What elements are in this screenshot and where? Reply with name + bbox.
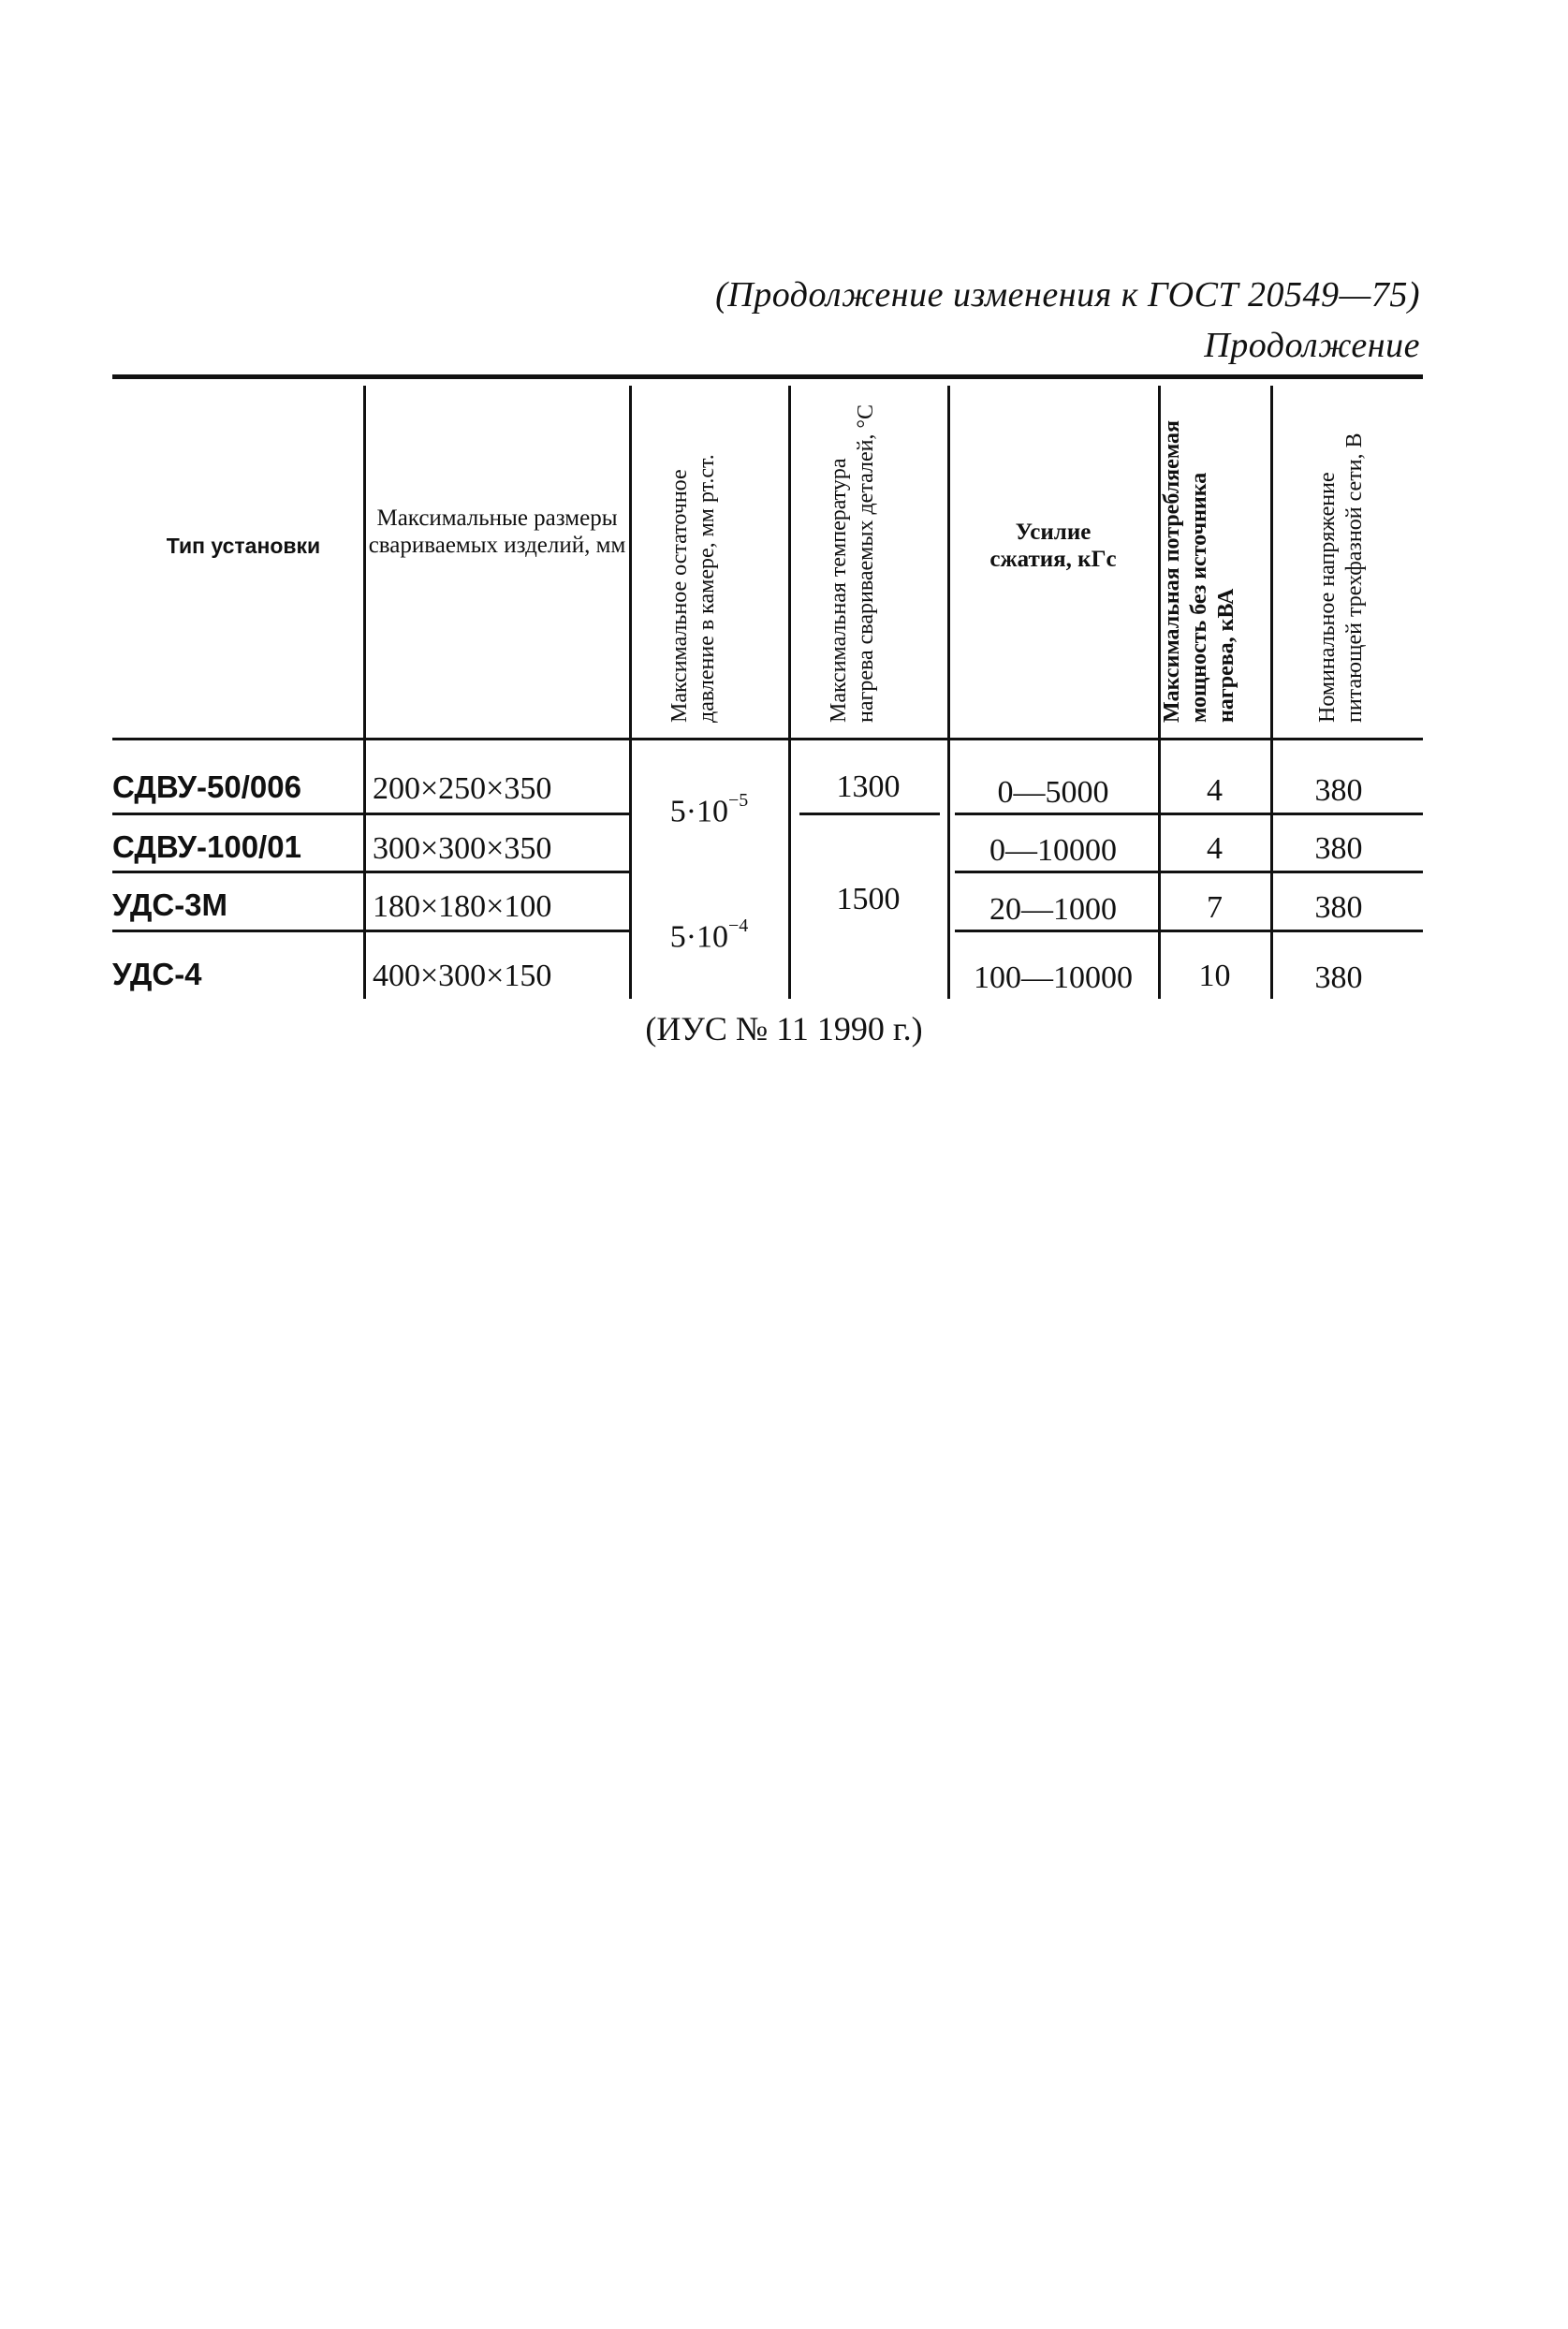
col-sep-2 (629, 386, 632, 999)
row-3-size: 180×180×100 (373, 889, 552, 924)
row-rule-3a (112, 930, 629, 932)
row-3-voltage: 380 (1314, 890, 1363, 925)
col-header-power: Максимальная потребляемая мощность без источника нагрева, кВА (1160, 420, 1238, 723)
row-3-type: УДС-3М (112, 887, 228, 922)
row-2-size: 300×300×350 (373, 831, 552, 866)
row-3-force: 20—1000 (989, 892, 1117, 927)
row-rule-1b (799, 813, 940, 815)
source-note: (ИУС № 11 1990 г.) (645, 1010, 923, 1047)
row-1-type: СДВУ-50/006 (112, 769, 301, 804)
row-4-force: 100—10000 (974, 960, 1133, 995)
row-4-power: 10 (1198, 959, 1231, 993)
pressure-2-base: 5·10 (669, 919, 729, 955)
continuation-label: Продолжение (1204, 326, 1420, 365)
row-3-power: 7 (1207, 890, 1223, 925)
row-rule-2b (955, 871, 1423, 873)
col-header-voltage: Номинальное напряжение питающей трехфазной сети, В (1315, 432, 1367, 723)
row-1-voltage: 380 (1314, 773, 1363, 808)
header-bottom-rule (112, 738, 1423, 740)
col-sep-1 (363, 386, 366, 999)
row-1-power: 4 (1207, 773, 1223, 808)
temperature-cell-2: 1500 (836, 882, 901, 916)
continuation-note: (Продолжение изменения к ГОСТ 20549—75) (715, 275, 1420, 315)
row-4-type: УДС-4 (112, 957, 202, 991)
pressure-cell-2 (632, 915, 786, 955)
row-1-size: 200×250×350 (373, 771, 552, 806)
col-header-force: Усилие сжатия, кГс (989, 520, 1117, 572)
row-1-force: 0—5000 (997, 775, 1109, 810)
pressure-cell-1 (632, 790, 786, 829)
row-rule-3b (955, 930, 1423, 932)
pressure-1-exponent: −5 (728, 790, 749, 811)
row-rule-1a (112, 813, 629, 815)
pressure-2-exponent: −4 (728, 915, 749, 936)
col-header-type: Тип установки (166, 534, 321, 558)
row-2-voltage: 380 (1314, 831, 1363, 866)
row-4-size: 400×300×150 (373, 959, 552, 993)
col-header-pressure: Максимальное остаточное давление в камере, мм рт.ст. (667, 454, 719, 723)
col-header-size: Максимальные размеры свариваемых изделий, мм (368, 505, 626, 558)
row-2-power: 4 (1207, 831, 1223, 866)
pressure-1-base: 5·10 (669, 794, 729, 829)
col-header-temperature: Максимальная температура нагрева свариваемых деталей, °С (827, 403, 878, 723)
table-top-rule (112, 374, 1423, 379)
row-4-voltage: 380 (1314, 960, 1363, 995)
temperature-cell-1: 1300 (836, 769, 901, 804)
row-rule-2a (112, 871, 629, 873)
row-rule-1c (955, 813, 1423, 815)
row-2-force: 0—10000 (989, 833, 1117, 868)
row-2-type: СДВУ-100/01 (112, 829, 301, 864)
